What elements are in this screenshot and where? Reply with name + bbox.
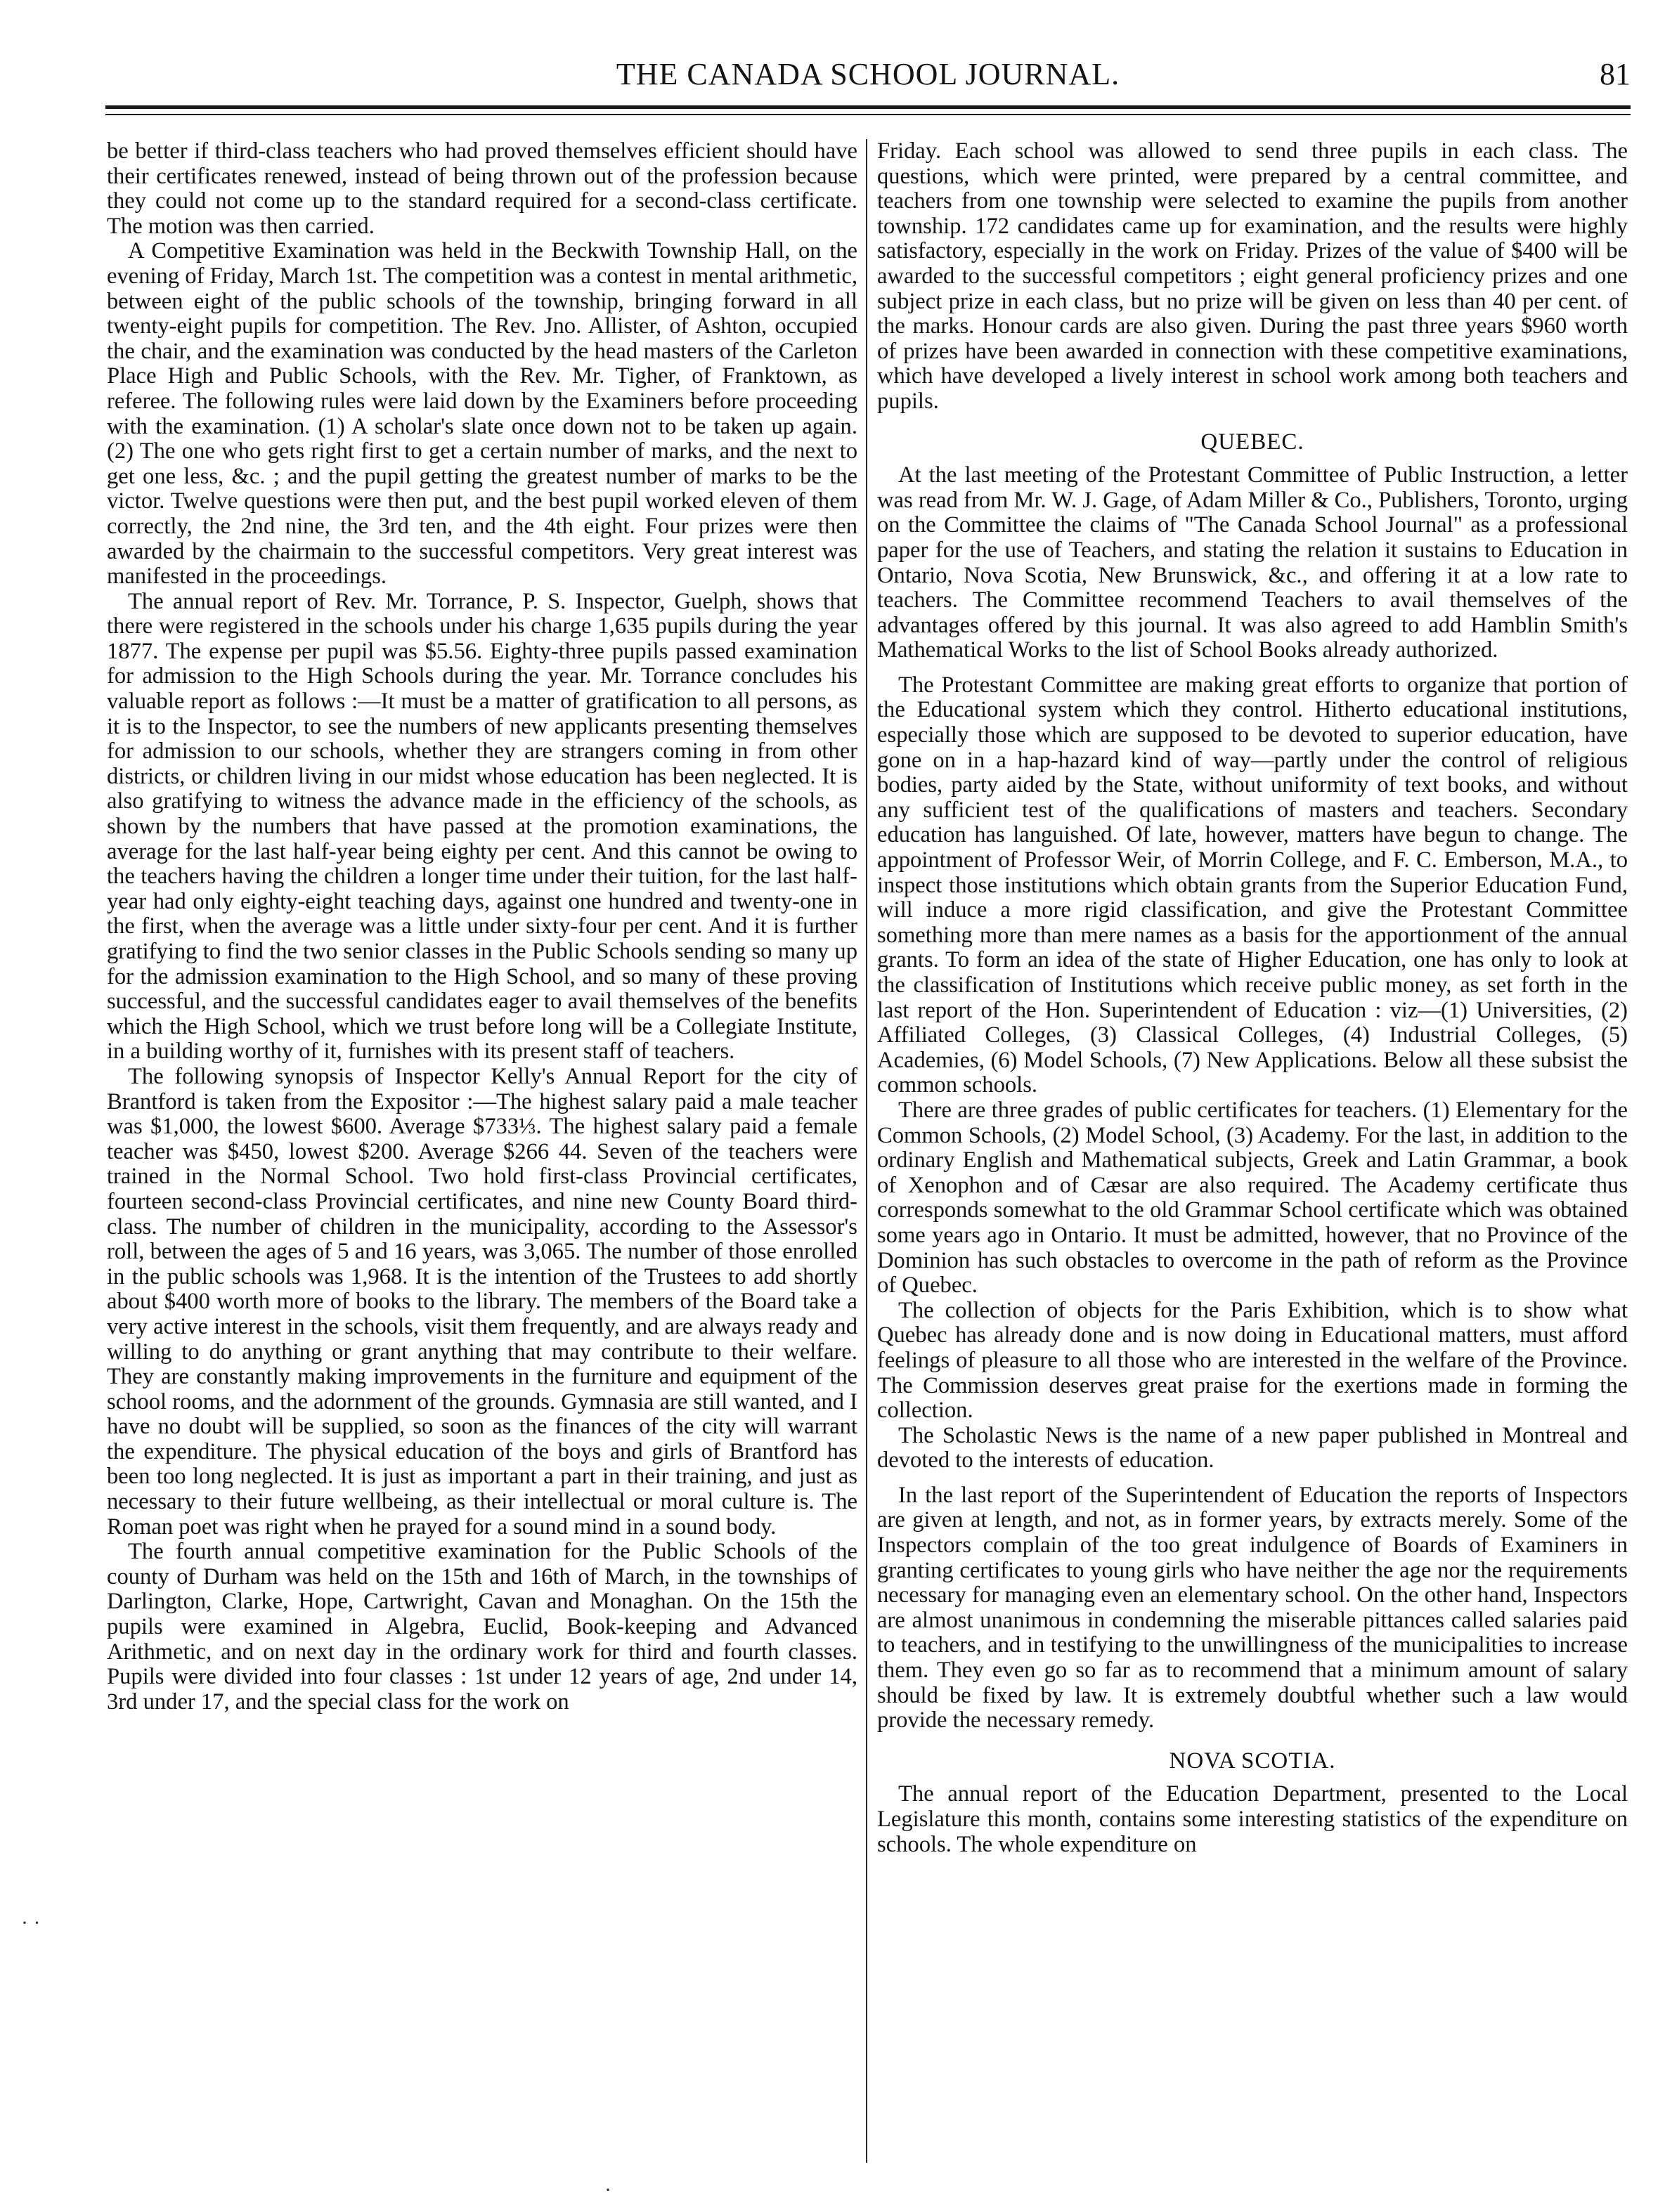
paragraph-quebec-organization: The Protestant Committee are making great efforts to organize that portion of the Educational system which they control. Hitherto educational institutions, especially those which are supposed to be devoted to superior education, have gone on in a hap-hazard kind of way—partly under the control of religious bodies, party aided by the State, without uniformity of text books, and without any sufficient test of the qualifications of masters and teachers. Secondary education has languished. Of late, however, matters have begun to change. The appointment of Professor Weir, of Morrin College, and F. C. Emberson, M.A., to inspect those institutions which obtain grants from the Superior Education Fund, will induce a more rigid classification, and give the Protestant Committee something more than mere names as a basis for the apportionment of the annual grants. To form an idea of the state of Higher Education, one has only to look at the classification of Institutions which receive public money, as set forth in the last report of the Hon. Superintendent of Education : viz—(1) Universities, (2) Affiliated Colleges, (3) Classical Colleges, (4) Industrial Colleges, (5) Academies, (6) Model Schools, (7) New Applications. Below all these subsist the common schools. xyxy=(877,672,1628,1098)
header-rule-thick xyxy=(105,105,1631,109)
running-header xyxy=(105,52,1631,98)
header-rule-thin xyxy=(105,114,1631,115)
paragraph-quebec-paris-exhibition: The collection of objects for the Paris Exhibition, which is to show what Quebec has already done and is now doing in Educational matters, must afford feelings of pleasure to all those who are interested in the welfare of the Province. The Commission deserves great praise for the exertions made in forming the collection. xyxy=(877,1297,1628,1424)
page-number: 81 xyxy=(1600,57,1631,91)
bottom-ink-speck: · xyxy=(604,2178,611,2201)
paragraph-quebec-scholastic-news: The Scholastic News is the name of a new paper published in Montreal and devoted to the interests of education. xyxy=(877,1422,1628,1473)
paragraph-durham-continued: Friday. Each school was allowed to send three pupils in each class. The questions, which were printed, were prepared by a central committee, and teachers from one township were selected to examine the pupils from another township. 172 candidates came up for examination, and the results were highly satisfactory, especially in the work on Friday. Prizes of the value of $400 will be awarded to the successful competitors ; eight general proficiency prizes and one subject prize in each class, but no prize will be given on less than 40 per cent. of the marks. Honour cards are also given. During the past three years $960 worth of prizes have been awarded in connection with these competitive examinations, which have developed a lively interest in school work among both teachers and pupils. xyxy=(877,139,1628,414)
section-heading-quebec: QUEBEC. xyxy=(1200,429,1304,455)
paragraph-durham-examination: The fourth annual competitive examination for the Public Schools of the county of Durham was held on the 15th and 16th of March, in the townships of Darlington, Clarke, Hope, Cartwright, Cavan and Monaghan. On the 15th the pupils were examined in Algebra, Euclid, Book-keeping and Advanced Arithmetic, and on next day in the ordinary work for third and fourth classes. Pupils were divided into four classes : 1st under 12 years of age, 2nd under 14, 3rd under 17, and the special class for the work on xyxy=(107,1539,857,1715)
paragraph-quebec-inspectors: In the last report of the Superintendent of Education the reports of Inspectors are given at length, and not, as in former years, by extracts merely. Some of the Inspectors complain of the too great indulgence of Boards of Examiners in granting certificates to young girls who have neither the age nor the requirements necessary for managing even an elementary school. On the other hand, Inspectors are almost unanimous in condemning the miserable pittances called salaries paid to teachers, and in testifying to the unwillingness of the municipalities to increase them. They even go so far as to recommend that a minimum amount of salary should be fixed by law. It is extremely doubtful whether such a law would provide the necessary remedy. xyxy=(877,1482,1628,1733)
paragraph-quebec-certificates: There are three grades of public certificates for teachers. (1) Elementary for the Common Schools, (2) Model School, (3) Academy. For the last, in addition to the ordinary English and Mathematical subjects, Greek and Latin Grammar, a book of Xenophon and of Cæsar are also required. The Academy certificate thus corresponds somewhat to the old Grammar School certificate which was obtained some years ago in Ontario. It must be admitted, however, that no Province of the Dominion has such obstacles to overcome in the path of reform as the Province of Quebec. xyxy=(877,1097,1628,1299)
paragraph-continued-motion: be better if third-class teachers who had proved themselves efficient should have their certificates renewed, instead of being thrown out of the profession because they could not come up to the standard required for a second-class certificate. The motion was then carried. xyxy=(107,139,857,239)
journal-title: THE CANADA SCHOOL JOURNAL. xyxy=(616,57,1120,91)
paragraph-beckwith-competition: A Competitive Examination was held in the Beckwith Township Hall, on the evening of Friday, March 1st. The competition was a contest in mental arithmetic, between eight of the public schools of the township, bringing forward in all twenty-eight pupils for competition. The Rev. Jno. Allister, of Ashton, occupied the chair, and the examination was conducted by the head masters of the Carleton Place High and Public Schools, with the Rev. Mr. Tigher, of Franktown, as referee. The following rules were laid down by the Examiners before proceeding with the examination. (1) A scholar's slate once down not to be taken up again. (2) The one who gets right first to get a certain number of marks, and the next to get one less, &c. ; and the pupil getting the greatest number of marks to be the victor. Twelve questions were then put, and the best pupil worked eleven of them correctly, the 2nd nine, the 3rd ten, and the 4th eight. Four prizes were then awarded by the chairmain to the successful competitors. Very great interest was manifested in the proceedings. xyxy=(107,238,857,590)
column-divider xyxy=(866,139,867,2163)
paragraph-brantford-report: The following synopsis of Inspector Kelly's Annual Report for the city of Brantford is taken from the Expositor :—The highest salary paid a male teacher was $1,000, the lowest $600. Average $733⅓. The highest salary paid a female teacher was $450, lowest $200. Average $266 44. Seven of the teachers were trained in the Normal School. Two hold first-class Provincial certificates, fourteen second-class Provincial certificates, and nine new County Board third-class. The number of children in the municipality, according to the Assessor's roll, between the ages of 5 and 16 years, was 3,065. The number of those enrolled in the public schools was 1,968. It is the intention of the Trustees to add shortly about $400 worth more of books to the library. The members of the Board take a very active interest in the schools, visit them frequently, and are always ready and willing to do anything or grant anything that may contribute to their welfare. They are constantly making improvements in the furniture and equipment of the school rooms, and the adornment of the grounds. Gymnasia are still wanted, and I have no doubt will be supplied, so soon as the finances of the city will warrant the expenditure. The physical education of the boys and girls of Brantford has been too long neglected. It is just as important a part in their training, and just as necessary to their future wellbeing, as their intellectual or moral culture is. The Roman poet was right when he prayed for a sound mind in a sound body. xyxy=(107,1063,857,1540)
right-column xyxy=(877,139,1628,2191)
section-heading-nova-scotia: NOVA SCOTIA. xyxy=(1169,1748,1336,1774)
paragraph-nova-scotia-report: The annual report of the Education Department, presented to the Local Legislature this month, contains some interesting statistics of the expenditure on schools. The whole expenditure on xyxy=(877,1781,1628,1857)
paragraph-quebec-committee: At the last meeting of the Protestant Committee of Public Instruction, a letter was read from Mr. W. J. Gage, of Adam Miller & Co., Publishers, Toronto, urging on the Committee the claims of "The Canada School Journal" as a professional paper for the use of Teachers, and stating the relation it sustains to Education in Ontario, Nova Scotia, New Brunswick, &c., and offering it at a low rate to teachers. The Committee recommend Teachers to avail themselves of the advantages offered by this journal. It was also agreed to add Hamblin Smith's Mathematical Works to the list of School Books already authorized. xyxy=(877,462,1628,663)
margin-ink-speck: · · xyxy=(21,1911,41,1934)
paragraph-guelph-report: The annual report of Rev. Mr. Torrance, P. S. Inspector, Guelph, shows that there were registered in the schools under his charge 1,635 pupils during the year 1877. The expense per pupil was $5.56. Eighty-three pupils passed examination for admission to the High Schools during the year. Mr. Torrance concludes his valuable report as follows :—It must be a matter of gratification to all persons, as it is to the Inspector, to see the numbers of new applicants presenting themselves for admission to our schools, whether they are strangers coming in from other districts, or children living in our midst whose education has been neglected. It is also gratifying to witness the advance made in the efficiency of the schools, as shown by the numbers that have passed at the promotion examinations, the average for the last half-year being eighty per cent. And this cannot be owing to the teachers having the children a longer time under their tuition, for the last half-year had only eighty-eight teaching days, against one hundred and twenty-one in the first, when the average was a little under sixty-four per cent. And it is further gratifying to find the two senior classes in the Public Schools sending so many up for the admission examination to the High School, and so many of these proving successful, and the successful candidates eager to avail themselves of the benefits which the High School, which we trust before long will be a Collegiate Institute, in a building worthy of it, furnishes with its present staff of teachers. xyxy=(107,588,857,1065)
left-column xyxy=(107,139,857,2191)
